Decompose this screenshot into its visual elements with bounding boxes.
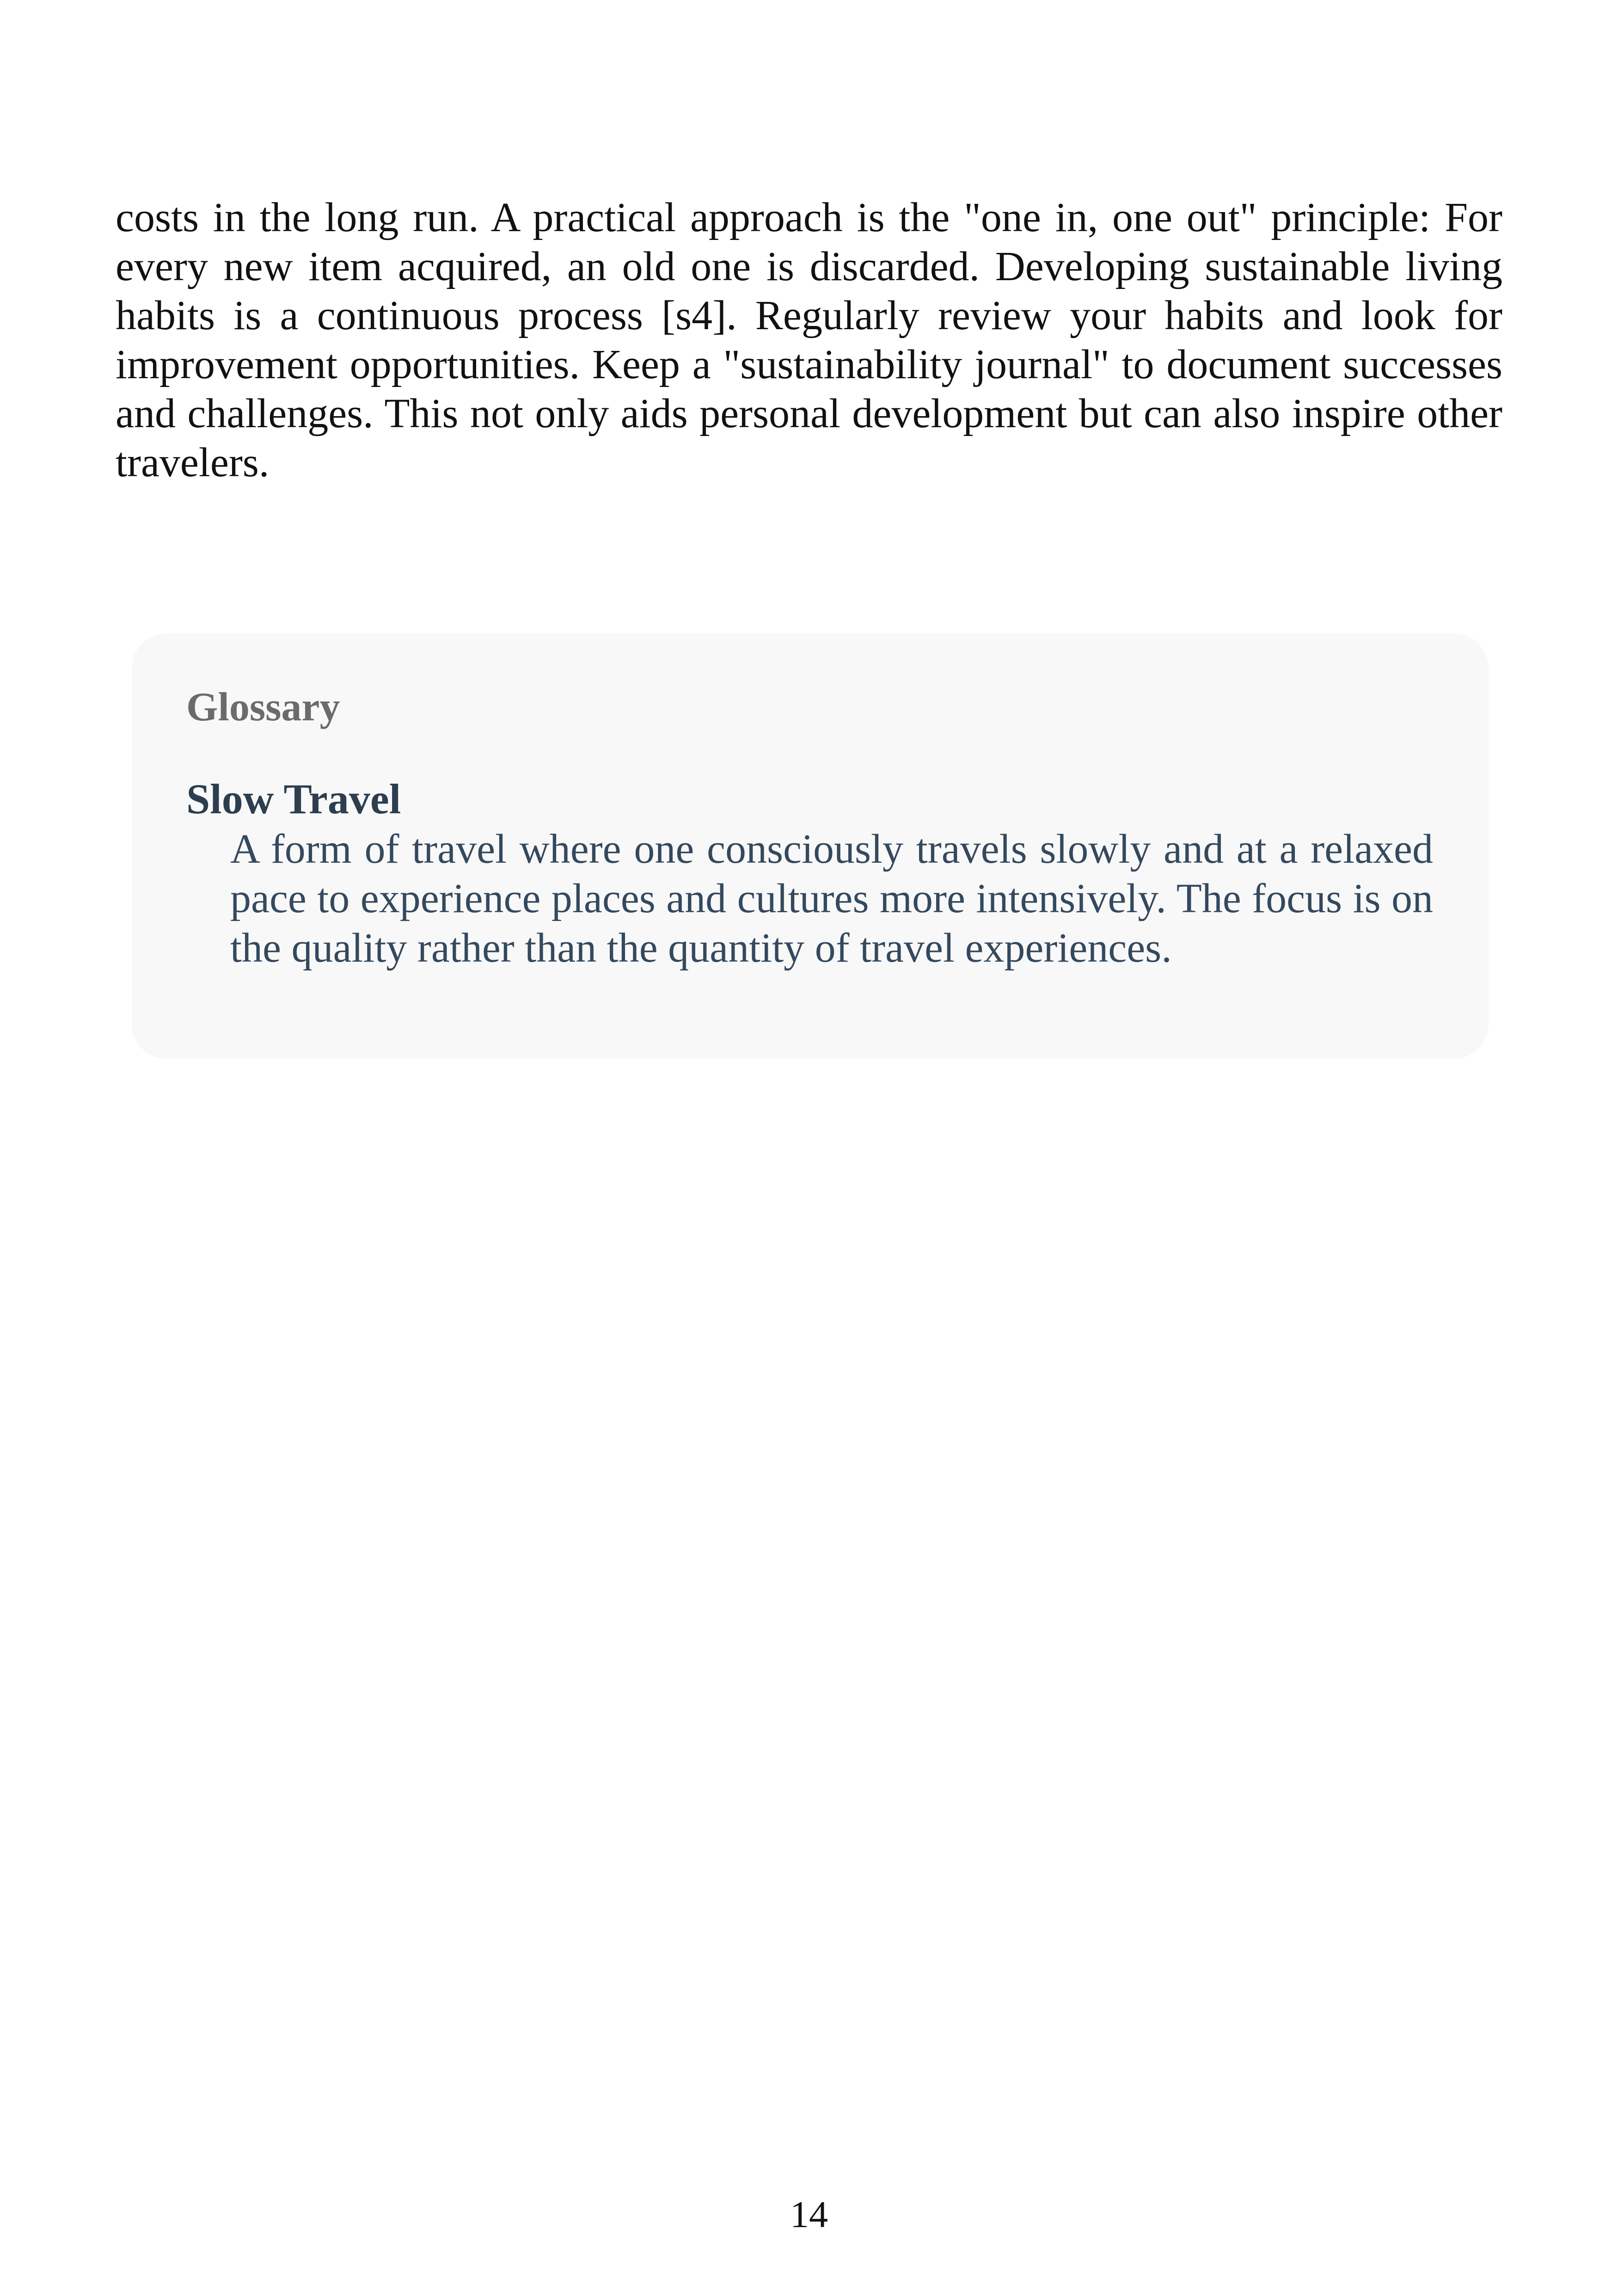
glossary-term: Slow Travel [186,775,401,823]
glossary-box [132,633,1489,1059]
page-number: 14 [790,2193,828,2235]
glossary-definition: A form of travel where one consciously travels slowly and at a relaxed pace to experience places and cultures more intensively. The focus is on the quality rather than the quantity of travel experiences. [230,826,1433,971]
glossary-entry [186,774,1433,973]
glossary-heading: Glossary [186,685,340,730]
body-paragraph: costs in the long run. A practical approach is the "one in, one out" principle: For every new item acquired, an old one is discarded. Developing sustainable living habits is a continuous process [s4]. Regularly review your habits and look for improvement opportunities. Keep a "sustainability journal" to document successes and challenges. This not only aids personal development but can also inspire other travelers. [116,195,1502,485]
